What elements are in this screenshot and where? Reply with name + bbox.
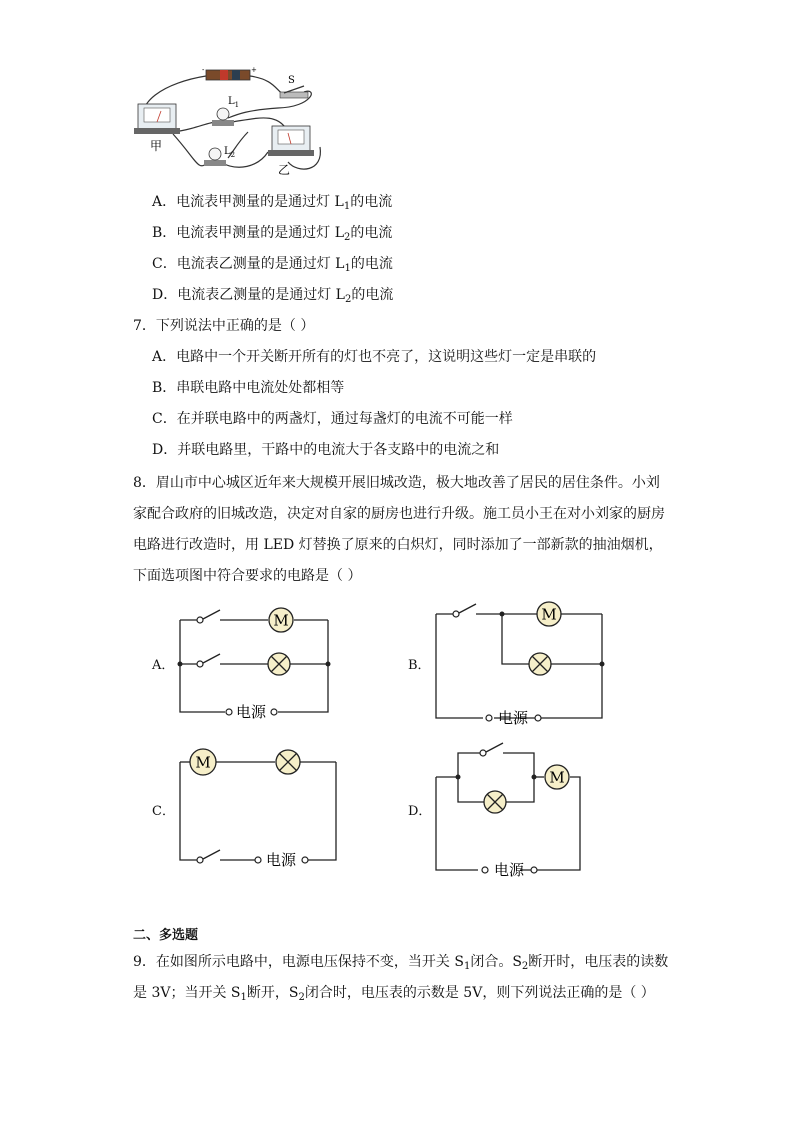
q8-stem-line-1: 8．眉山市中心城区近年来大规模开展旧城改造，极大地改善了居民的居住条件。小刘 xyxy=(133,475,660,491)
q8-option-a-label: A． xyxy=(152,658,175,673)
q6-option-a: A．电流表甲测量的是通过灯 $L_1$的电流 xyxy=(152,194,393,212)
q7-option-a: A．电路中一个开关断开所有的灯也不亮了，这说明这些灯一定是串联的 xyxy=(152,349,597,365)
power-source-c: 电源 xyxy=(265,851,297,869)
q8-stem-line-3: 电路进行改造时，用 LED 灯替换了原来的白炽灯，同时添加了一部新款的抽油烟机， xyxy=(133,537,663,553)
q6-option-c: C．电流表乙测量的是通过灯 $L_1$的电流 xyxy=(152,256,393,274)
q6-option-d: D．电流表乙测量的是通过灯 $L_2$的电流 xyxy=(152,287,394,305)
lamp-l1-label: $L_1$ xyxy=(228,96,240,109)
motor-icon-a: M xyxy=(273,611,289,630)
switch-label: S xyxy=(288,75,295,86)
q7-option-c: C．在并联电路中的两盏灯，通过每盏灯的电流不可能一样 xyxy=(152,411,513,427)
q6-option-b: B．电流表甲测量的是通过灯 $L_2$的电流 xyxy=(152,225,393,243)
power-source-d: 电源 xyxy=(493,861,525,879)
q8-option-b-label: B． xyxy=(408,658,431,673)
motor-icon-d: M xyxy=(549,768,565,787)
q8-stem-line-4: 下面选项图中符合要求的电路是（ ） xyxy=(133,568,362,584)
q7-stem: 7．下列说法中正确的是（ ） xyxy=(133,318,315,334)
motor-icon-c: M xyxy=(195,753,211,772)
q8-circuit-a xyxy=(170,598,340,723)
svg-text:-: - xyxy=(202,66,205,74)
ammeter-yi-label: 乙 xyxy=(278,163,291,177)
svg-text:+: + xyxy=(251,66,257,74)
q8-stem-line-2: 家配合政府的旧城改造，决定对自家的厨房也进行升级。施工员小王在对小刘家的厨房 xyxy=(133,506,665,522)
lamp-l2-label: $L_2$ xyxy=(224,146,236,159)
q7-option-d: D．并联电路里，干路中的电流大于各支路中的电流之和 xyxy=(152,442,500,458)
q8-option-c-label: C． xyxy=(152,804,175,819)
power-source-a: 电源 xyxy=(235,703,267,721)
q7-option-b: B．串联电路中电流处处都相等 xyxy=(152,380,345,396)
circuit-figure-top xyxy=(128,62,328,182)
q9-stem-line-2: 是 3V；当开关 $S_1$断开，$S_2$闭合时，电压表的示数是 5V，则下列说法正确的是（ ） xyxy=(133,985,655,1003)
q8-circuit-b xyxy=(428,596,613,728)
motor-icon-b: M xyxy=(541,605,557,624)
section-title-multi-choice: 二、多选题 xyxy=(133,928,199,943)
q9-stem-line-1: 9．在如图所示电路中，电源电压保持不变，当开关 $S_1$闭合。$S_2$断开时，电压表的读数 xyxy=(133,954,669,972)
q8-circuit-d xyxy=(428,735,593,880)
q8-option-d-label: D． xyxy=(408,804,432,819)
q8-circuit-c xyxy=(170,745,345,870)
power-source-b: 电源 xyxy=(497,709,529,727)
ammeter-jia-label: 甲 xyxy=(150,139,163,153)
